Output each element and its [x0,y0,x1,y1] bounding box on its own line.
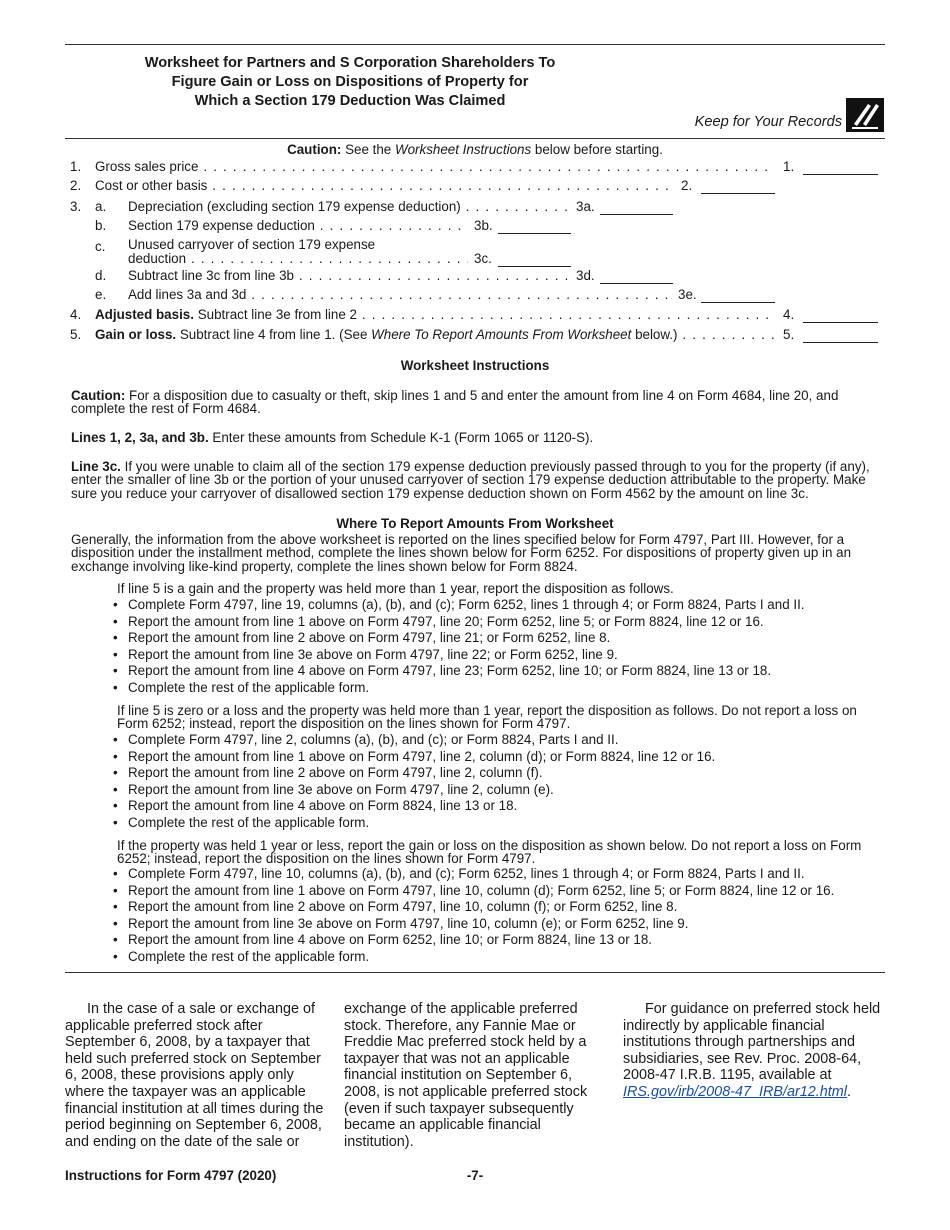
caution-paragraph [71,389,877,416]
bullet-item: • Complete Form 4797, line 19, columns (a), (b), and (c); Form 6252, lines 1 through 4; or Form 8824, Parts I and II. [113,597,805,614]
line-text: Gain or loss. Subtract line 4 from line 1. (See Where To Report Amounts From Worksheet below.) . . . [95,326,775,344]
line-5-entry[interactable] [803,342,878,343]
lines-123-paragraph [71,431,877,444]
column-2-text: exchange of the applicable preferred stock. Therefore, any Fannie Mae or Freddie Mac preferred stock held by a taxpayer that was not an applicable financial institution on September 6, 2008, is not applicable preferred stock (even if such taxpayer subsequently became an applicable financial institution). [344,1001,588,1150]
bullet-item: • Report the amount from line 2 above on Form 4797, line 2, column (f). [113,765,715,782]
line-number: 5. [70,327,82,342]
worksheet-line-3a [0,198,950,216]
group-1-intro: If line 5 is a gain and the property was held more than 1 year, report the disposition as follows. [117,581,674,596]
title-line-2: Figure Gain or Loss on Dispositions of Property for [171,74,529,90]
title-rule [65,138,885,139]
bullet-item: • Report the amount from line 1 above on Form 4797, line 20; Form 6252, line 5; or Form 8824, line 12 or 16. [113,614,805,631]
worksheet-line-3d [0,267,950,285]
line-label: 3d. [576,268,595,283]
line-3c-paragraph [71,460,877,500]
bullet-item: • Report the amount from line 3e above on Form 4797, line 22; or Form 6252, line 9. [113,647,805,664]
top-rule [65,44,885,45]
worksheet-line-3e [0,286,950,304]
lines-123-label: Lines 1, 2, 3a, and 3b. [71,430,209,445]
bullet-item: • Report the amount from line 2 above on Form 4797, line 21; or Form 6252, line 8. [113,630,805,647]
worksheet-line-1 [0,158,950,176]
caution-label: Caution: [71,388,126,403]
caution-text: For a disposition due to casualty or theft, skip lines 1 and 5 and enter the amount from line 4 on Form 4684, line 20, and complete the rest of Form 4684. [71,388,839,417]
bullet-item: • Report the amount from line 1 above on Form 4797, line 10, column (d); Form 6252, line 5; or Form 8824, line 12 or 16. [113,883,834,900]
caution-caption [65,142,885,157]
worksheet-title [100,54,600,111]
line-number: 4. [70,307,82,322]
line-text: Depreciation (excluding section 179 expense deduction) . . . [128,198,570,216]
worksheet-bottom-rule [65,972,885,973]
title-line-3: Which a Section 179 Deduction Was Claimed [194,93,506,109]
column-1-text: In the case of a sale or exchange of applicable preferred stock after September 6, 2008, by a taxpayer that held such preferred stock on September 6, 2008, these provisions apply only where the taxpayer was an applicable financial institution at all times during the period beginning on September 6, 2008, and ending on the date of the sale or [65,1001,324,1150]
page-number: -7- [466,1168,484,1183]
line-4-entry[interactable] [803,322,878,323]
line-sub: d. [95,268,107,283]
bullet-item: • Complete the rest of the applicable form. [113,815,715,832]
line-3e-entry[interactable] [701,302,775,303]
line-sub: b. [95,218,107,233]
bullet-item: • Complete the rest of the applicable form. [113,680,805,697]
where-to-report-heading: Where To Report Amounts From Worksheet [336,516,614,531]
line-sub: c. [95,239,106,254]
group-2-intro: If line 5 is zero or a loss and the property was held more than 1 year, report the disposition as follows. Do not report a loss on Form 6252; instead, report the disposition on the lines shown for Form 4797. [117,703,857,732]
line-label: 5. [783,327,795,342]
line-label: 3e. [678,287,697,302]
bullet-item: • Complete Form 4797, line 2, columns (a), (b), and (c); or Form 8824, Parts I and II. [113,732,715,749]
caution-post: below before starting. [531,142,663,157]
bullet-item: • Report the amount from line 2 above on Form 4797, line 10, column (f); or Form 6252, line 8. [113,899,834,916]
line-1-entry[interactable] [803,174,878,175]
line-3a-entry[interactable] [600,214,673,215]
worksheet-line-5 [0,326,950,344]
lines-123-text: Enter these amounts from Schedule K-1 (Form 1065 or 1120-S). [208,430,594,445]
bullet-item: • Report the amount from line 1 above on Form 4797, line 2, column (d); or Form 8824, line 12 or 16. [113,749,715,766]
group-3-intro: If the property was held 1 year or less, report the gain or loss on the disposition as shown below. Do not report a loss on Form 6252; instead, report the disposition on the lines shown for Form 4797. [117,838,862,867]
keep-for-records: Keep for Your Records [694,114,842,130]
line-label: 1. [783,159,795,174]
footer-form-title: Instructions for Form 4797 (2020) [65,1168,277,1183]
worksheet-line-4 [0,306,950,324]
line-number: 2. [70,178,82,193]
line-label: 3b. [474,218,493,233]
line-text: Subtract line 3c from line 3b . . . [128,267,570,285]
bullet-item: • Complete Form 4797, line 10, columns (a), (b), and (c); Form 6252, lines 1 through 4; or Form 8824, Parts I and II. [113,866,834,883]
line-text: Gross sales price . . . [95,158,775,176]
line-2-entry[interactable] [701,193,775,194]
group-1-bullets [113,597,805,696]
line-text: Add lines 3a and 3d . . . [128,286,672,304]
caution-pre: See the [341,142,395,157]
line-sub: a. [95,199,107,214]
caution-label: Caution: [287,142,342,157]
bullet-item: • Report the amount from line 4 above on Form 8824, line 13 or 18. [113,798,715,815]
pencil-paper-icon [846,98,884,132]
group-2-bullets [113,732,715,831]
line-text: Adjusted basis. Subtract line 3e from line 2 . . . [95,306,775,324]
group-3-bullets [113,866,834,965]
where-to-report-intro: Generally, the information from the above worksheet is reported on the lines specified below for Form 4797, Part III. However, for a disposition under the installment method, complete the lines shown below for Form 6252. For dispositions of property given up in an exchange involving like-kind property, complete the lines shown below for Form 8824. [71,532,852,574]
line-sub: e. [95,287,107,302]
line-number: 3. [70,199,82,214]
line-text: Section 179 expense deduction . . . [128,217,468,235]
line-text-1: Unused carryover of section 179 expense [128,237,376,252]
line-text: Cost or other basis . . . [95,177,675,195]
worksheet-line-3c [0,238,950,268]
line-3c-label: Line 3c. [71,459,121,474]
worksheet-line-2 [0,177,950,195]
line-3b-entry[interactable] [498,233,571,234]
bullet-item: • Complete the rest of the applicable form. [113,949,834,966]
bullet-item: • Report the amount from line 3e above on Form 4797, line 2, column (e). [113,782,715,799]
worksheet-line-3b [0,217,950,235]
bullet-item: • Report the amount from line 4 above on Form 6252, line 10; or Form 8824, line 13 or 18. [113,932,834,949]
line-3d-entry[interactable] [600,283,673,284]
bullet-item: • Report the amount from line 3e above on Form 4797, line 10, column (e); or Form 6252, line 9. [113,916,834,933]
instructions-heading: Worksheet Instructions [400,358,550,373]
caution-italic: Worksheet Instructions [394,142,532,157]
line-label: 2. [681,178,693,193]
line-number: 1. [70,159,82,174]
column-3-text: For guidance on preferred stock held indirectly by applicable financial institutions through partnerships and subsidiaries, see Rev. Proc. 2008-64, 2008-47 I.R.B. 1195, available at IRS.gov/irb/2008-47_IRB/ar12.html. [623,1001,881,1100]
line-label: 3a. [576,199,595,214]
line-text-2: deduction . . . [128,250,468,268]
line-label: 4. [783,307,795,322]
line-3c-text: If you were unable to claim all of the section 179 expense deduction previously passed through to you for the property (if any), enter the smaller of line 3b or the portion of your unused carryover of section 179 expense deduction attributable to the property. Make sure you reduce your carryover of disallowed section 179 expense deduction shown on Form 4562 by the amount on line 3c. [71,459,870,501]
line-label: 3c. [474,251,492,266]
bullet-item: • Report the amount from line 4 above on Form 4797, line 23; Form 6252, line 10; or Form 8824, line 13 or 18. [113,663,805,680]
irs-link[interactable]: IRS.gov/irb/2008-47_IRB/ar12.html [623,1083,847,1100]
title-line-1: Worksheet for Partners and S Corporation Shareholders To [144,55,556,71]
